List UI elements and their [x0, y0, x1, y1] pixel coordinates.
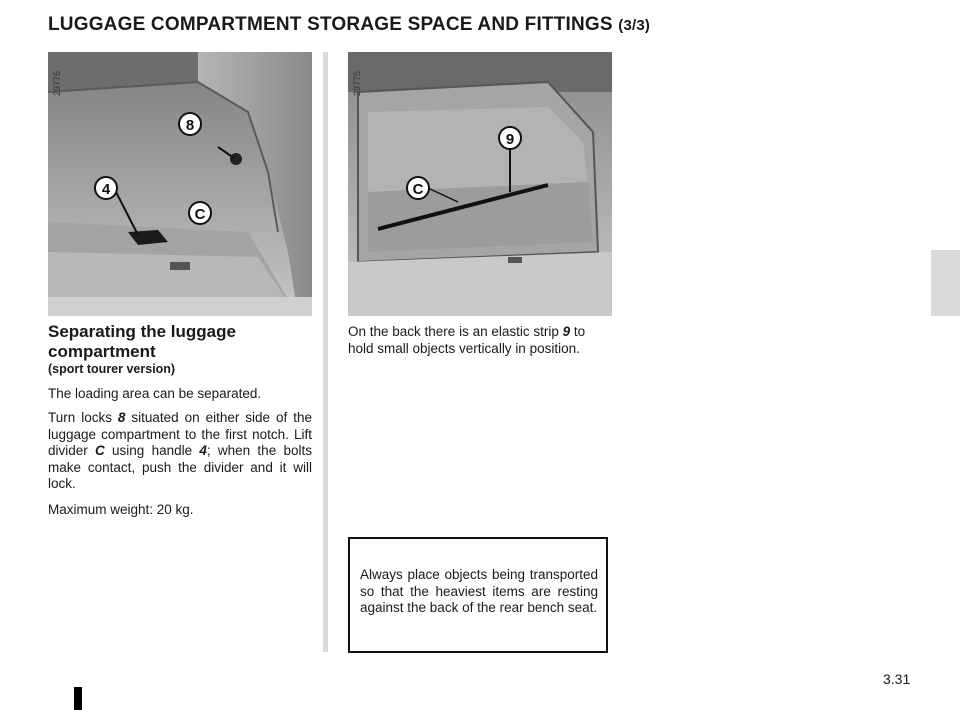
page-title: [48, 14, 650, 36]
corner-mark: [74, 687, 82, 710]
ref-handle-4: 4: [199, 443, 207, 458]
ref-divider-c: C: [95, 443, 105, 458]
text-segment: Turn locks: [48, 410, 118, 425]
text-segment: using handle: [104, 443, 200, 458]
page-title-suffix: (3/3): [618, 17, 651, 34]
text-segment: On the back there is an elastic strip: [348, 324, 563, 339]
section-subheading: (sport tourer version): [48, 362, 176, 376]
paragraph-max-weight: Maximum weight: 20 kg.: [48, 502, 194, 517]
figure-ref-right: 29775: [352, 70, 362, 96]
ref-strip-9: 9: [562, 324, 571, 339]
paragraph-instructions: [48, 410, 312, 493]
paragraph-elastic-strip: [348, 324, 614, 357]
callout-c-right: C: [412, 181, 424, 198]
luggage-photo-left: [48, 52, 312, 316]
chapter-tab: [931, 250, 960, 316]
callout-8: 8: [185, 117, 195, 134]
note-box: [348, 537, 608, 653]
paragraph-loading-area: The loading area can be separated.: [48, 386, 262, 401]
page-title-text: LUGGAGE COMPARTMENT STORAGE SPACE AND FITTINGS: [48, 14, 613, 35]
section-heading: Separating the luggage compartment: [48, 322, 236, 361]
callout-c-left: C: [194, 206, 206, 223]
text-segment: to hold small objects vertically in position.: [348, 324, 586, 356]
callout-4: 4: [101, 181, 111, 198]
text-segment: situated on either side of the luggage compartment to the first notch. Lift divider: [48, 410, 312, 458]
callout-9: 9: [505, 131, 515, 148]
ref-lock-8: 8: [117, 410, 126, 425]
luggage-illustration-left: [48, 52, 312, 316]
note-text: Always place objects being transported so that the heaviest items are resting against the back of the rear bench seat.: [360, 567, 598, 615]
text-segment: ; when the bolts make contact, push the divider and it will lock.: [48, 443, 312, 491]
luggage-illustration-right: [348, 52, 612, 316]
column-divider: [323, 52, 328, 652]
figure-ref-left: 29776: [52, 70, 62, 96]
page-number: 3.31: [883, 671, 911, 687]
luggage-photo-right: [348, 52, 612, 316]
